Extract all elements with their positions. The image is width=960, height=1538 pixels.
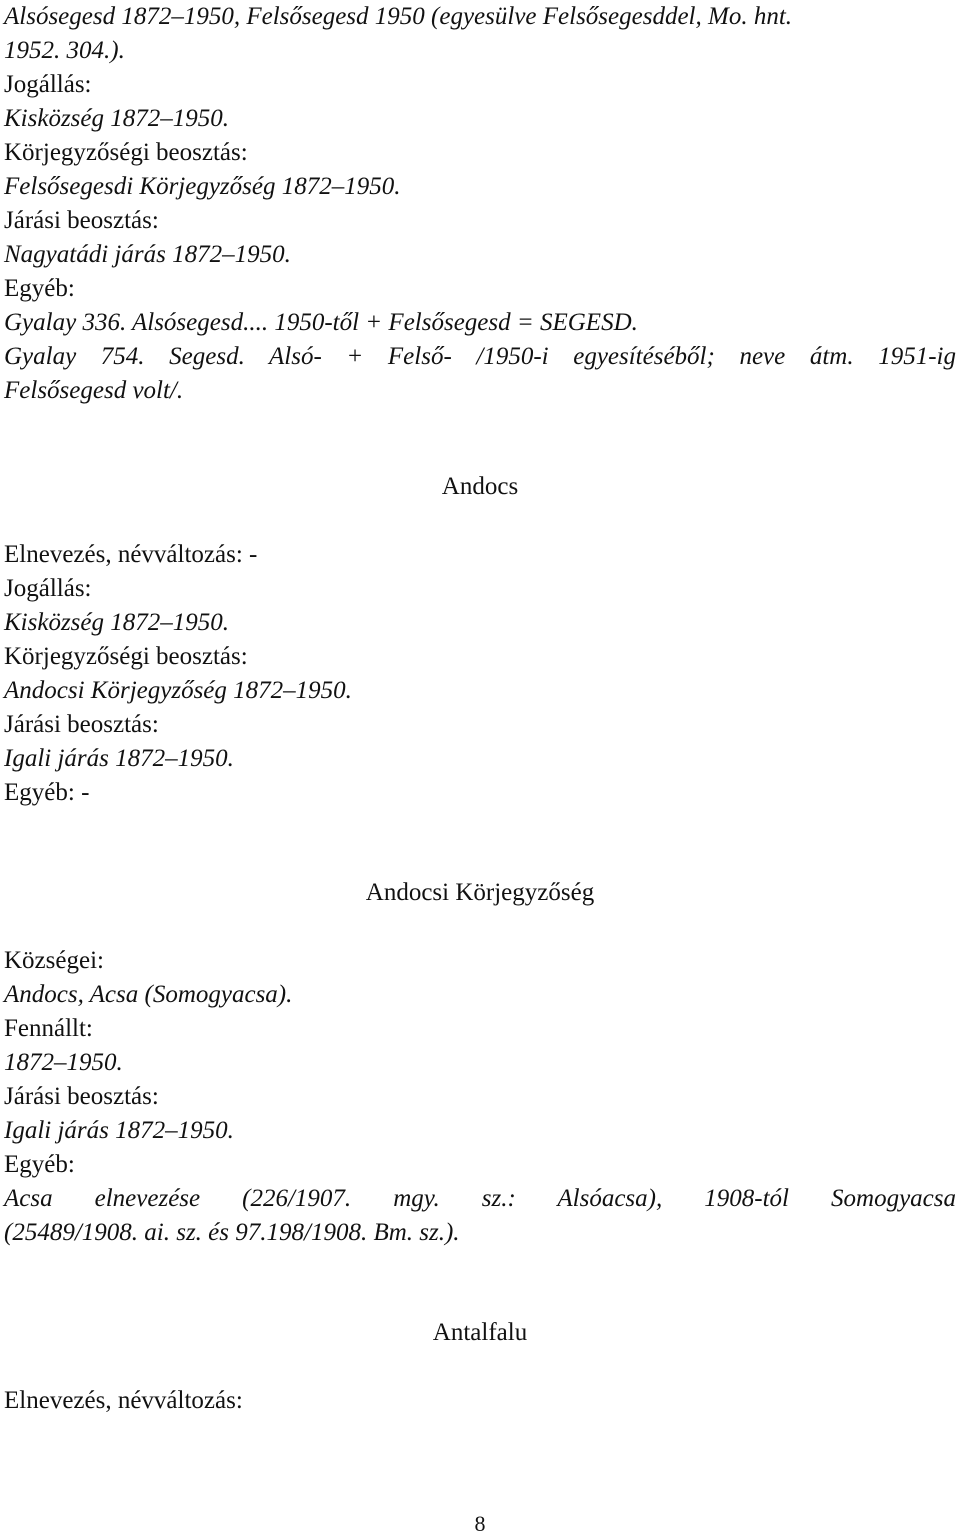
- egyeb-line-2: Gyalay 754. Segesd. Alsó- + Felső- /1950-i egyesítéséből; neve átm. 1951-ig: [4, 343, 956, 370]
- jarasi-value: Igali járás 1872–1950.: [4, 1117, 234, 1144]
- jarasi-label: Járási beosztás:: [4, 1083, 159, 1110]
- andocsi-korjegyzoseg-entry: [4, 944, 956, 1250]
- entry-heading-line-1: Alsósegesd 1872–1950, Felsősegesd 1950 (egyesülve Felsősegesddel, Mo. hnt.: [4, 3, 793, 30]
- section-title-andocsi-korjegyzoseg: Andocsi Körjegyzőség: [365, 879, 595, 906]
- jogallas-label: Jogállás:: [4, 71, 92, 98]
- korjegyzosegi-value: Andocsi Körjegyzőség 1872–1950.: [4, 677, 352, 704]
- top-entry: [4, 0, 956, 408]
- section-title-andocs: Andocs: [441, 473, 519, 500]
- egyeb-line-3: Felsősegesd volt/.: [4, 377, 184, 404]
- kozsegei-value: Andocs, Acsa (Somogyacsa).: [4, 981, 293, 1008]
- jogallas-label: Jogállás:: [4, 575, 92, 602]
- fennallt-value: 1872–1950.: [4, 1049, 123, 1076]
- andocs-entry: [4, 538, 956, 810]
- egyeb-label: Egyéb: -: [4, 779, 90, 806]
- page-number: 8: [474, 1511, 486, 1536]
- fennallt-label: Fennállt:: [4, 1015, 93, 1042]
- korjegyzosegi-value: Felsősegesdi Körjegyzőség 1872–1950.: [4, 173, 401, 200]
- section-title-antalfalu: Antalfalu: [432, 1319, 528, 1346]
- jarasi-value: Igali járás 1872–1950.: [4, 745, 234, 772]
- jarasi-label: Járási beosztás:: [4, 711, 159, 738]
- entry-heading-line-2: 1952. 304.).: [4, 37, 125, 64]
- elnevezes-label: Elnevezés, névváltozás:: [4, 1387, 243, 1414]
- antalfalu-entry: [4, 1384, 956, 1418]
- egyeb-line-1: Acsa elnevezése (226/1907. mgy. sz.: Alsóacsa), 1908-tól Somogyacsa: [4, 1185, 956, 1212]
- jogallas-value: Kisközség 1872–1950.: [4, 609, 229, 636]
- korjegyzosegi-label: Körjegyzőségi beosztás:: [4, 643, 248, 670]
- jogallas-value: Kisközség 1872–1950.: [4, 105, 229, 132]
- egyeb-label: Egyéb:: [4, 1151, 75, 1178]
- jarasi-label: Járási beosztás:: [4, 207, 159, 234]
- elnevezes-label: Elnevezés, névváltozás: -: [4, 541, 258, 568]
- korjegyzosegi-label: Körjegyzőségi beosztás:: [4, 139, 248, 166]
- egyeb-line-2: (25489/1908. ai. sz. és 97.198/1908. Bm. sz.).: [4, 1219, 460, 1246]
- kozsegei-label: Községei:: [4, 947, 104, 974]
- egyeb-line-1: Gyalay 336. Alsósegesd.... 1950-től + Felsősegesd = SEGESD.: [4, 309, 638, 336]
- jarasi-value: Nagyatádi járás 1872–1950.: [4, 241, 291, 268]
- egyeb-label: Egyéb:: [4, 275, 75, 302]
